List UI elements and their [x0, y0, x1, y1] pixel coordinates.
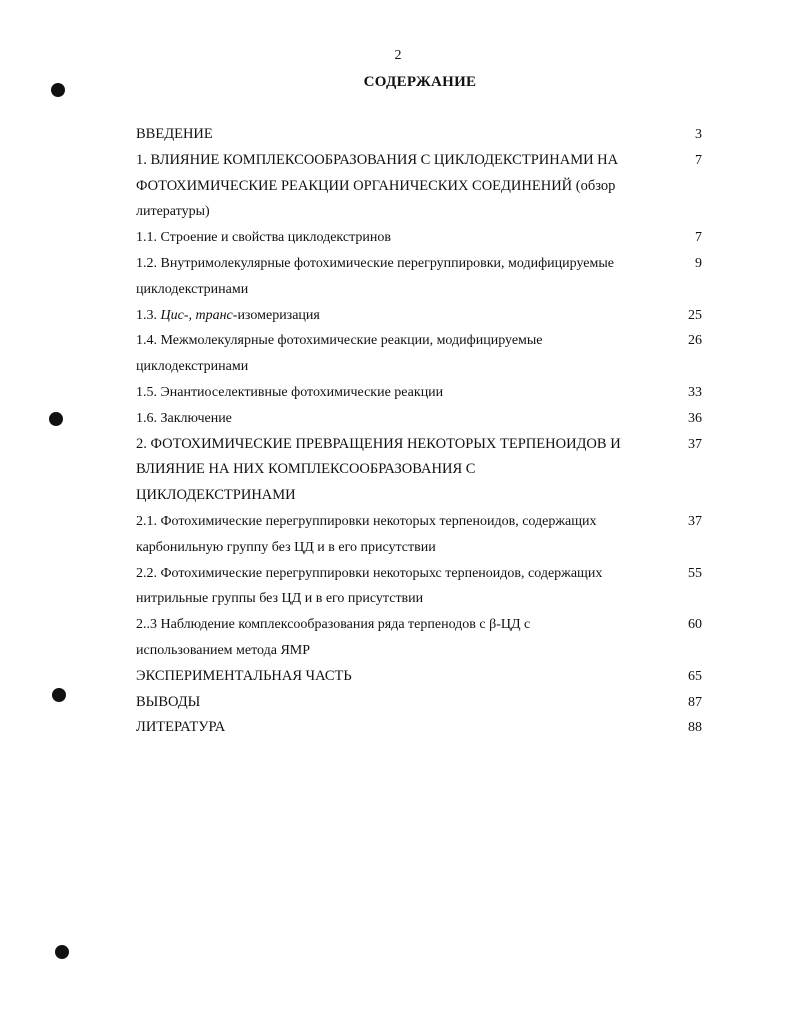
- toc-entry-chapter-2[interactable]: [136, 432, 702, 509]
- toc-page-number: 3: [695, 127, 702, 142]
- toc-page-number: 65: [688, 668, 702, 684]
- toc-page-number: 60: [688, 617, 702, 633]
- toc-page-number: 37: [688, 513, 702, 529]
- table-of-contents: [136, 122, 702, 741]
- toc-entry-title: 2.1. Фотохимические перегруппировки некоторых терпеноидов, содержащих: [136, 513, 597, 529]
- toc-page-number: 25: [688, 307, 702, 323]
- toc-page-number: 88: [688, 720, 702, 736]
- punch-hole-mark: [55, 945, 69, 959]
- toc-entry-title: 2. ФОТОХИМИЧЕСКИЕ ПРЕВРАЩЕНИЯ НЕКОТОРЫХ ТЕРПЕНОИДОВ И: [136, 435, 621, 452]
- toc-entry-title: циклодекстринами: [136, 359, 249, 375]
- toc-entry-2-1[interactable]: [136, 509, 702, 561]
- toc-entry-title: 2..3 Наблюдение комплексообразования ряда терпенодов с β-ЦД с: [136, 617, 531, 633]
- toc-entry-title: карбонильную группу без ЦД и в его присутствии: [136, 539, 436, 555]
- toc-entry-title: 1.6. Заключение: [136, 410, 232, 426]
- toc-entry-introduction[interactable]: [136, 122, 702, 148]
- toc-entry-literature[interactable]: [136, 715, 702, 741]
- toc-page-number: 33: [688, 384, 702, 400]
- toc-entry-2-2[interactable]: [136, 561, 702, 613]
- toc-entry-title: ЦИКЛОДЕКСТРИНАМИ: [136, 487, 296, 504]
- punch-hole-mark: [51, 83, 65, 97]
- toc-page-number: 36: [688, 410, 702, 426]
- toc-page-number: 7: [695, 230, 702, 246]
- toc-entry-conclusions[interactable]: [136, 690, 702, 716]
- toc-entry-title: ФОТОХИМИЧЕСКИЕ РЕАКЦИИ ОРГАНИЧЕСКИХ СОЕДИНЕНИЙ (обзор: [136, 177, 616, 194]
- toc-entry-1-2[interactable]: [136, 251, 702, 303]
- toc-entry-1-5[interactable]: [136, 380, 702, 406]
- toc-entry-1-4[interactable]: [136, 328, 702, 380]
- toc-entry-1-3[interactable]: [136, 303, 702, 329]
- toc-entry-title: нитрильные группы без ЦД и в его присутствии: [136, 591, 424, 607]
- toc-page-number: 37: [688, 436, 702, 452]
- toc-page-number: 55: [688, 565, 702, 581]
- toc-page-number: 26: [688, 333, 702, 349]
- toc-entry-2-3[interactable]: [136, 612, 702, 664]
- toc-entry-title: 1.1. Строение и свойства циклодекстринов: [136, 230, 391, 246]
- toc-entry-title: 2.2. Фотохимические перегруппировки некоторыхс терпеноидов, содержащих: [136, 565, 603, 581]
- toc-entry-title: 1. ВЛИЯНИЕ КОМПЛЕКСООБРАЗОВАНИЯ С ЦИКЛОДЕКСТРИНАМИ НА: [136, 151, 619, 168]
- page-title: СОДЕРЖАНИЕ: [363, 74, 477, 90]
- toc-page-number: 7: [695, 152, 702, 168]
- toc-entry-title: ЭКСПЕРИМЕНТАЛЬНАЯ ЧАСТЬ: [136, 667, 352, 684]
- toc-entry-experimental[interactable]: [136, 664, 702, 690]
- toc-page-number: 9: [695, 255, 702, 271]
- toc-entry-1-1[interactable]: [136, 225, 702, 251]
- toc-entry-title: ВВЕДЕНИЕ: [136, 126, 213, 142]
- toc-entry-1-6[interactable]: [136, 406, 702, 432]
- toc-page-number: 87: [688, 694, 702, 710]
- toc-entry-title: литературы): [136, 204, 210, 220]
- toc-entry-title: циклодекстринами: [136, 281, 249, 297]
- toc-entry-title: 1.3. Цис-, транс-изомеризация: [136, 307, 320, 323]
- toc-entry-title: 1.2. Внутримолекулярные фотохимические перегруппировки, модифицируемые: [136, 255, 614, 271]
- punch-hole-mark: [52, 688, 66, 702]
- toc-entry-title: ВЛИЯНИЕ НА НИХ КОМПЛЕКСООБРАЗОВАНИЯ С: [136, 461, 476, 478]
- toc-entry-title: ЛИТЕРАТУРА: [136, 719, 226, 736]
- toc-entry-chapter-1[interactable]: [136, 148, 702, 225]
- toc-entry-title: 1.5. Энантиоселективные фотохимические реакции: [136, 384, 444, 400]
- toc-entry-title: 1.4. Межмолекулярные фотохимические реакции, модифицируемые: [136, 333, 543, 349]
- punch-hole-mark: [49, 412, 63, 426]
- toc-entry-title: использованием метода ЯМР: [136, 642, 311, 658]
- page-number: 2: [394, 48, 402, 63]
- toc-entry-title: ВЫВОДЫ: [136, 693, 201, 710]
